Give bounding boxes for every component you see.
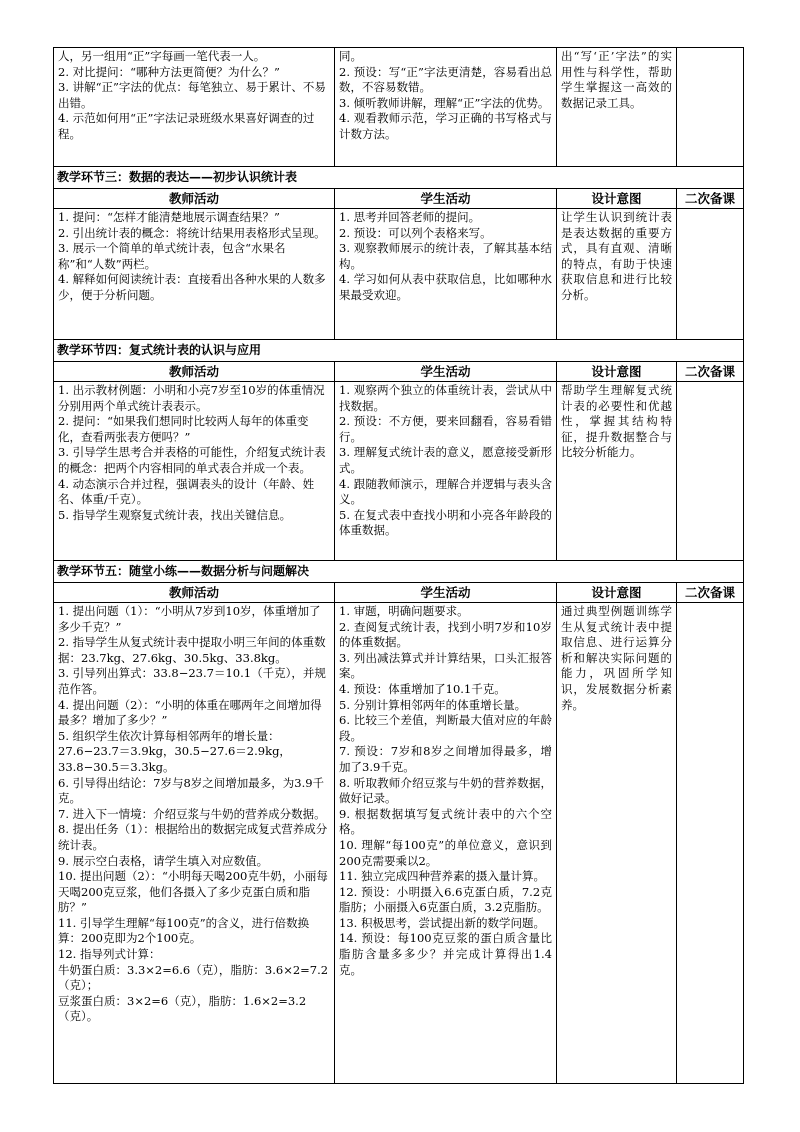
teacher-activity-line: 1. 提出问题（1）：“小明从7岁到10岁，体重增加了多少千克？” xyxy=(58,604,321,634)
student-activity-cell xyxy=(335,603,557,1084)
student-activity-line: 4. 观看教师示范，学习正确的书写格式与计数方法。 xyxy=(339,111,552,141)
student-activity-line: 1. 观察两个独立的体重统计表，尝试从中找数据。 xyxy=(339,383,552,413)
teacher-activity-line: 4. 解释如何阅读统计表：直接看出各种水果的人数多少，便于分析问题。 xyxy=(58,272,326,302)
teacher-activity-line: 7. 进入下一情境：介绍豆浆与牛奶的营养成分数据。 xyxy=(58,806,326,821)
teacher-activity-line: 6. 引导得出结论：7岁与8岁之间增加最多，为3.9千克。 xyxy=(58,775,325,806)
student-activity-line: 10. 理解“每100克”的单位意义，意识到200克需要乘以2。 xyxy=(339,837,552,868)
header-student-activity: 学生活动 xyxy=(335,189,557,209)
header-teacher-activity: 教师活动 xyxy=(54,362,335,382)
lesson-plan-document xyxy=(53,47,743,1084)
student-activity-line: 3. 理解复式统计表的意义，愿意接受新形式。 xyxy=(339,445,552,475)
student-activity-line: 2. 预设：可以列个表格来写。 xyxy=(339,225,492,240)
section-title: 教学环节三：数据的表达——初步认识统计表 xyxy=(54,167,744,189)
teacher-activity-line: 豆浆蛋白质：3×2=6（克），脂肪：1.6×2=3.2（克）。 xyxy=(58,993,307,1024)
teacher-activity-line: 1. 出示教材例题：小明和小亮7岁至10岁的体重情况分别用两个单式统计表表示。 xyxy=(58,383,325,413)
section-title: 教学环节五：随堂小练——数据分析与问题解决 xyxy=(54,561,744,583)
column-header-row xyxy=(54,583,744,603)
student-activity-line: 3. 倾听教师讲解，理解“正”字法的优势。 xyxy=(339,95,550,110)
teacher-activity-line: 10. 提出问题（2）：“小明每天喝200克牛奶，小丽每天喝200克豆浆，他们各摄入了多少克蛋白质和脂肪？” xyxy=(58,869,328,915)
secondary-prep-cell xyxy=(677,209,744,340)
table-row xyxy=(54,382,744,561)
teacher-activity-line: 3. 引导列出算式：33.8−23.7＝10.1（千克），并规范作答。 xyxy=(58,666,326,696)
secondary-prep-cell xyxy=(677,603,744,1084)
design-intent-text: 让学生认识到统计表是表达数据的重要方式，具有直观、清晰的特点，有助于快速获取信息和进行比较分析。 xyxy=(561,210,672,302)
student-activity-line: 1. 思考并回答老师的提问。 xyxy=(339,210,481,224)
column-header-row xyxy=(54,362,744,382)
teacher-activity-cell xyxy=(54,48,335,167)
teacher-activity-line: 3. 引导学生思考合并表格的可能性，介绍复式统计表的概念：把两个内容相同的单式表合并成一个表。 xyxy=(58,445,326,475)
header-design-intent: 设计意图 xyxy=(557,189,677,209)
teacher-activity-line: 2. 提问：“如果我们想同时比较两人每年的体重变化，查看两张表方便吗？” xyxy=(58,414,309,444)
design-intent-cell xyxy=(557,382,677,561)
table-row xyxy=(54,209,744,340)
design-intent-text: 通过典型例题训练学生从复式统计表中提取信息、进行运算分析和解决实际问题的能力，巩固所学知识，发展数据分析素养。 xyxy=(561,604,672,712)
teacher-activity-line: 5. 指导学生观察复式统计表，找出关键信息。 xyxy=(58,507,292,522)
header-teacher-activity: 教师活动 xyxy=(54,583,335,603)
secondary-prep-cell xyxy=(677,48,744,167)
student-activity-line: 14. 预设：每100克豆浆的蛋白质含量比脂肪含量多多少？并完成计算得出1.4克。 xyxy=(339,931,552,977)
student-activity-line: 4. 学习如何从表中获取信息，比如哪种水果最受欢迎。 xyxy=(339,272,552,302)
student-activity-line: 同。 xyxy=(339,49,362,63)
student-activity-line: 2. 预设：不方便，要来回翻看，容易看错行。 xyxy=(339,414,552,444)
student-activity-line: 2. 查阅复式统计表，找到小明7岁和10岁的体重数据。 xyxy=(339,619,552,650)
teacher-activity-cell xyxy=(54,209,335,340)
student-activity-line: 4. 预设：体重增加了10.1千克。 xyxy=(339,681,506,696)
teacher-activity-line: 9. 展示空白表格，请学生填入对应数值。 xyxy=(58,853,269,868)
student-activity-line: 12. 预设：小明摄入6.6克蛋白质，7.2克脂肪；小丽摄入6克蛋白质，3.2克脂肪。 xyxy=(339,884,552,915)
teacher-activity-line: 4. 示范如何用“正”字法记录班级水果喜好调查的过程。 xyxy=(58,111,315,141)
student-activity-line: 9. 根据数据填写复式统计表中的六个空格。 xyxy=(339,806,552,837)
teacher-activity-line: 1. 提问：“怎样才能清楚地展示调查结果？” xyxy=(58,210,280,224)
section-title: 教学环节四：复式统计表的认识与应用 xyxy=(54,340,744,362)
design-intent-cell xyxy=(557,603,677,1084)
header-secondary-prep: 二次备课 xyxy=(677,583,744,603)
teacher-activity-line: 人，另一组用“正”字每画一笔代表一人。 xyxy=(58,49,266,63)
student-activity-line: 5. 在复式表中查找小明和小亮各年龄段的体重数据。 xyxy=(339,507,552,538)
header-teacher-activity: 教师活动 xyxy=(54,189,335,209)
header-secondary-prep: 二次备课 xyxy=(677,189,744,209)
header-design-intent: 设计意图 xyxy=(557,583,677,603)
teacher-activity-cell xyxy=(54,603,335,1084)
student-activity-cell xyxy=(335,209,557,340)
student-activity-line: 13. 积极思考，尝试提出新的数学问题。 xyxy=(339,915,545,930)
table-row xyxy=(54,603,744,1084)
teacher-activity-line: 5. 组织学生依次计算每相邻两年的增长量：27.6−23.7＝3.9kg，30.5−27.6＝2.9kg，33.8−30.5＝3.3kg。 xyxy=(58,728,291,774)
design-intent-cell xyxy=(557,209,677,340)
design-intent-text: 帮助学生理解复式统计表的必要性和优越性，掌握其结构特征，提升数据整合与比较分析能力。 xyxy=(561,383,672,460)
teacher-activity-line: 12. 指导列式计算： xyxy=(58,947,161,962)
teacher-activity-cell xyxy=(54,382,335,561)
header-design-intent: 设计意图 xyxy=(557,362,677,382)
teacher-activity-line: 3. 展示一个简单的单式统计表，包含“水果名称”和“人数”两栏。 xyxy=(58,241,286,271)
design-intent-text: 出“写‘正’字法”的实用性与科学性，帮助学生掌握这一高效的数据记录工具。 xyxy=(561,49,672,110)
section-title-row xyxy=(54,561,744,583)
student-activity-line: 11. 独立完成四种营养素的摄入量计算。 xyxy=(339,869,545,884)
student-activity-line: 3. 列出减法算式并计算结果，口头汇报答案。 xyxy=(339,650,552,681)
teacher-activity-line: 牛奶蛋白质：3.3×2=6.6（克），脂肪：3.6×2=7.2（克）； xyxy=(58,962,329,993)
secondary-prep-cell xyxy=(677,382,744,561)
student-activity-line: 5. 分别计算相邻两年的体重增长量。 xyxy=(339,697,527,712)
student-activity-line: 7. 预设：7岁和8岁之间增加得最多，增加了3.9千克。 xyxy=(339,744,552,774)
student-activity-line: 8. 听取教师介绍豆浆与牛奶的营养数据，做好记录。 xyxy=(339,775,552,806)
teacher-activity-line: 4. 动态演示合并过程，强调表头的设计（年龄、姓名、体重/千克）。 xyxy=(58,476,315,507)
teacher-activity-line: 4. 提出问题（2）：“小明的体重在哪两年之间增加得最多？增加了多少？” xyxy=(58,697,322,728)
teacher-activity-line: 11. 引导学生理解“每100克”的含义，进行倍数换算：200克即为2个100克。 xyxy=(58,915,310,946)
teacher-activity-line: 2. 对比提问：“哪种方法更简便？为什么？” xyxy=(58,64,280,79)
lesson-plan-table xyxy=(53,47,744,1084)
teacher-activity-line: 2. 指导学生从复式统计表中提取小明三年间的体重数据：23.7kg、27.6kg、30.5kg、33.8kg。 xyxy=(58,635,326,665)
teacher-activity-line: 3. 讲解“正”字法的优点：每笔独立、易于累计、不易出错。 xyxy=(58,80,326,110)
teacher-activity-line: 8. 提出任务（1）：根据给出的数据完成复式营养成分统计表。 xyxy=(58,822,328,852)
section-title-row xyxy=(54,167,744,189)
design-intent-cell xyxy=(557,48,677,167)
column-header-row xyxy=(54,189,744,209)
teacher-activity-line: 2. 引出统计表的概念：将统计结果用表格形式呈现。 xyxy=(58,225,326,240)
student-activity-line: 2. 预设：写“正”字法更清楚，容易看出总数，不容易数错。 xyxy=(339,64,552,95)
header-student-activity: 学生活动 xyxy=(335,362,557,382)
student-activity-line: 1. 审题，明确问题要求。 xyxy=(339,604,469,618)
student-activity-cell xyxy=(335,382,557,561)
section-title-row xyxy=(54,340,744,362)
student-activity-cell xyxy=(335,48,557,167)
table-row xyxy=(54,48,744,167)
header-student-activity: 学生活动 xyxy=(335,583,557,603)
student-activity-line: 4. 跟随教师演示，理解合并逻辑与表头含义。 xyxy=(339,476,552,507)
student-activity-line: 6. 比较三个差值，判断最大值对应的年龄段。 xyxy=(339,713,552,743)
student-activity-line: 3. 观察教师展示的统计表，了解其基本结构。 xyxy=(339,241,552,271)
header-secondary-prep: 二次备课 xyxy=(677,362,744,382)
